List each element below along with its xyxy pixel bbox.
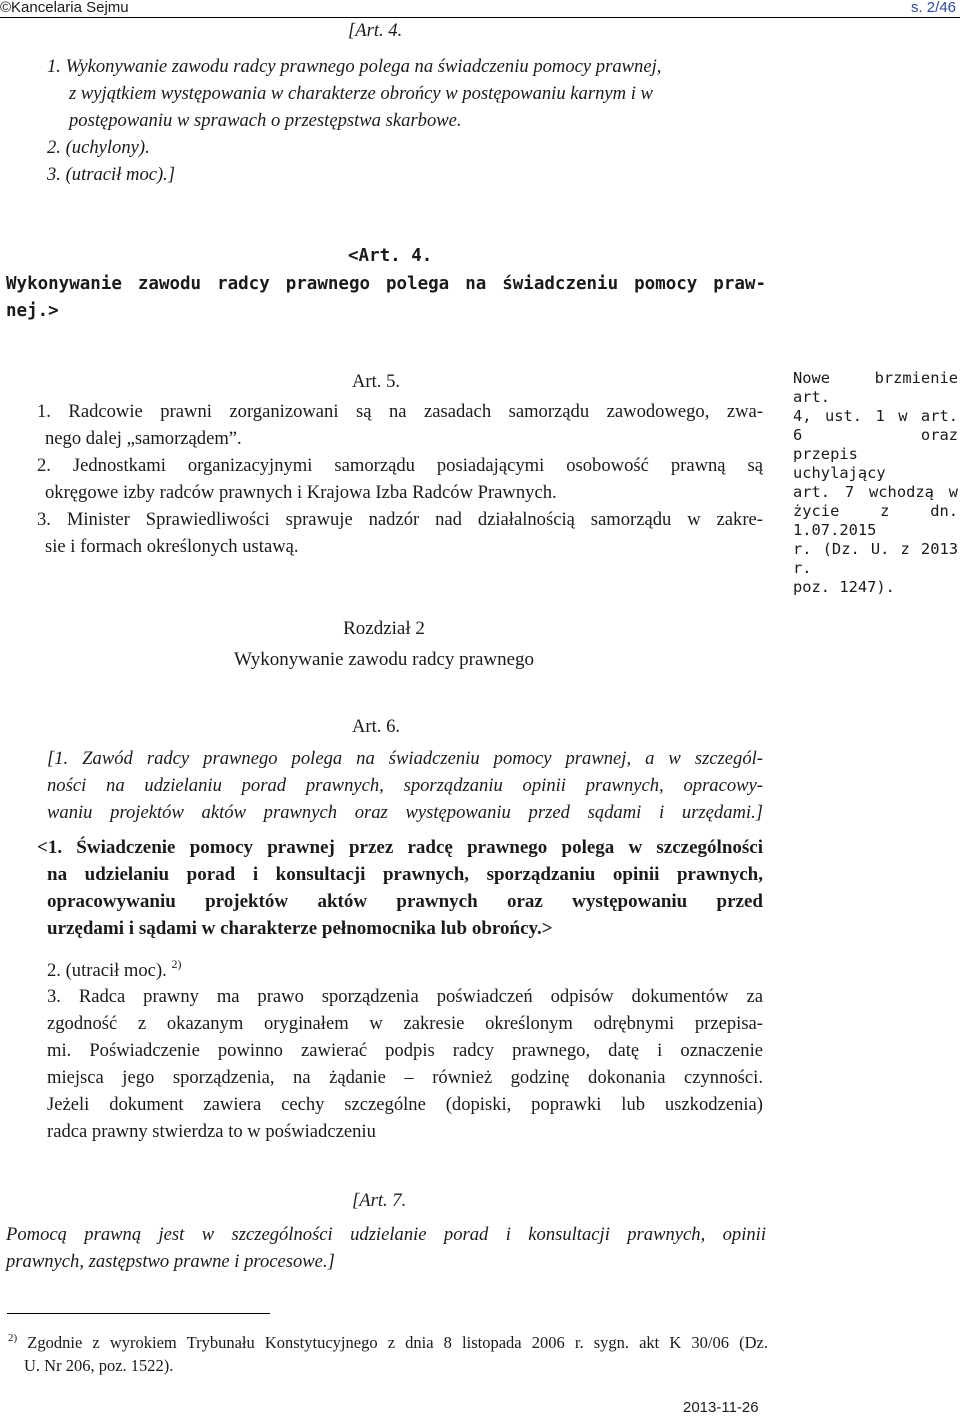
footnote-reference[interactable]: 2) [171, 957, 182, 971]
article-7-heading: [Art. 7. [352, 1190, 407, 1211]
article-7-line: prawnych, zastępstwo prawne i procesowe.] [6, 1251, 335, 1272]
margin-note [793, 369, 958, 597]
article-4-new-heading: <Art. 4. [348, 246, 433, 266]
article-6-new-text [37, 834, 763, 942]
paragraph-3-line: Jeżeli dokument zawiera cechy szczególne (dopiski, poprawki lub uszkodzenia) [47, 1094, 763, 1115]
margin-note-line: r. (Dz. U. z 2013 r. [793, 540, 958, 577]
article-4-new-line: nej.> [6, 301, 59, 321]
footnote-marker: 2) [8, 1332, 18, 1344]
article-4-new-line: Wykonywanie zawodu radcy prawnego polega na świadczeniu pomocy praw- [6, 274, 766, 294]
article-6-old-line: ności na udzielaniu porad prawnych, sporządzaniu opinii prawnych, opracowy- [47, 775, 763, 796]
article-6-heading: Art. 6. [352, 716, 401, 737]
article-5-line: 2. Jednostkami organizacyjnymi samorządu posiadającymi osobowość prawną są [37, 455, 763, 476]
article-5-line: okręgowe izby radców prawnych i Krajowa Izba Radców Prawnych. [45, 482, 557, 503]
header-publisher: ©Kancelaria Sejmu [0, 0, 129, 16]
margin-note-line: art. 7 wchodzą w [793, 483, 958, 501]
article-5-line: sie i formach określonych ustawą. [45, 536, 299, 557]
paragraph-3-line: radca prawny stwierdza to w poświadczeniu [47, 1121, 376, 1142]
article-6-old-line: [1. Zawód radcy prawnego polega na świadczeniu pomocy prawnej, a w szczegól- [47, 748, 763, 769]
article-7-text [6, 1221, 766, 1275]
article-5-text [37, 398, 763, 560]
margin-note-line: Nowe brzmienie art. [793, 369, 958, 406]
article-5-line: 1. Radcowie prawni zorganizowani są na zasadach samorządu zawodowego, zwa- [37, 401, 763, 422]
footnote-line [8, 1327, 768, 1354]
article-4-new-text [6, 271, 766, 325]
article-5-line: nego dalej „samorządem”. [45, 428, 242, 449]
chapter-number: Rozdział 2 [343, 618, 425, 639]
article-6-paragraph-3 [47, 983, 763, 1145]
article-7-line: Pomocą prawną jest w szczególności udzielanie porad i konsultacji prawnych, opinii [6, 1224, 766, 1245]
article-4-line: 2. (uchylony). [47, 137, 150, 158]
article-6-paragraph-2 [47, 951, 181, 984]
article-4-line: z wyjątkiem występowania w charakterze obrońcy w postępowaniu karnym i w [69, 83, 653, 104]
article-6-new-line: na udzielaniu porad i konsultacji prawnych, sporządzaniu opinii prawnych, [47, 864, 763, 885]
paragraph-3-line: 3. Radca prawny ma prawo sporządzenia poświadczeń odpisów dokumentów za [47, 986, 763, 1007]
paragraph-2-text: 2. (utracił moc). [47, 960, 167, 981]
article-4-line: 3. (utracił moc).] [47, 164, 176, 185]
footnote-text: Zgodnie z wyrokiem Trybunału Konstytucyjnego z dnia 8 listopada 2006 r. sygn. akt K 30/06 (Dz. [27, 1333, 768, 1352]
article-6-new-line: <1. Świadczenie pomocy prawnej przez radcę prawnego polega w szczególności [37, 837, 763, 858]
paragraph-3-line: zgodność z okazanym oryginałem w zakresie określonym odrębnymi przepisa- [47, 1013, 763, 1034]
margin-note-line: życie z dn. 1.07.2015 [793, 502, 958, 539]
article-5-heading: Art. 5. [352, 371, 401, 392]
chapter-title: Wykonywanie zawodu radcy prawnego [233, 649, 535, 670]
margin-note-line: 4, ust. 1 w art. 6 oraz [793, 407, 958, 444]
margin-note-line: przepis uchylający [793, 445, 886, 482]
header-rule [0, 17, 960, 18]
page-number: s. 2/46 [910, 0, 956, 16]
article-6-old-text [37, 745, 763, 826]
footer-date: 2013-11-26 [683, 1399, 759, 1416]
margin-note-line: poz. 1247). [793, 578, 895, 596]
footnote-rule [7, 1313, 270, 1314]
article-4-heading: [Art. 4. [348, 20, 403, 41]
paragraph-3-line: mi. Poświadczenie powinno zawierać podpis radcy prawnego, datę i oznaczenie [47, 1040, 763, 1061]
footnote [8, 1327, 768, 1377]
article-4-line: postępowaniu w sprawach o przestępstwa skarbowe. [69, 110, 462, 131]
article-6-new-line: opracowywaniu projektów aktów prawnych oraz występowaniu przed [47, 891, 763, 912]
article-4-old-text [47, 53, 767, 188]
article-4-line: 1. Wykonywanie zawodu radcy prawnego polega na świadczeniu pomocy prawnej, [47, 56, 662, 77]
footnote-line: U. Nr 206, poz. 1522). [24, 1356, 174, 1375]
article-6-old-line: waniu projektów aktów prawnych oraz występowaniu przed sądami i urzędami.] [47, 802, 763, 823]
paragraph-3-line: miejsca jego sporządzenia, na żądanie – również godzinę dokonania czynności. [47, 1067, 763, 1088]
article-5-line: 3. Minister Sprawiedliwości sprawuje nadzór nad działalnością samorządu w zakre- [37, 509, 763, 530]
article-6-new-line: urzędami i sądami w charakterze pełnomocnika lub obrońcy.> [47, 918, 553, 939]
